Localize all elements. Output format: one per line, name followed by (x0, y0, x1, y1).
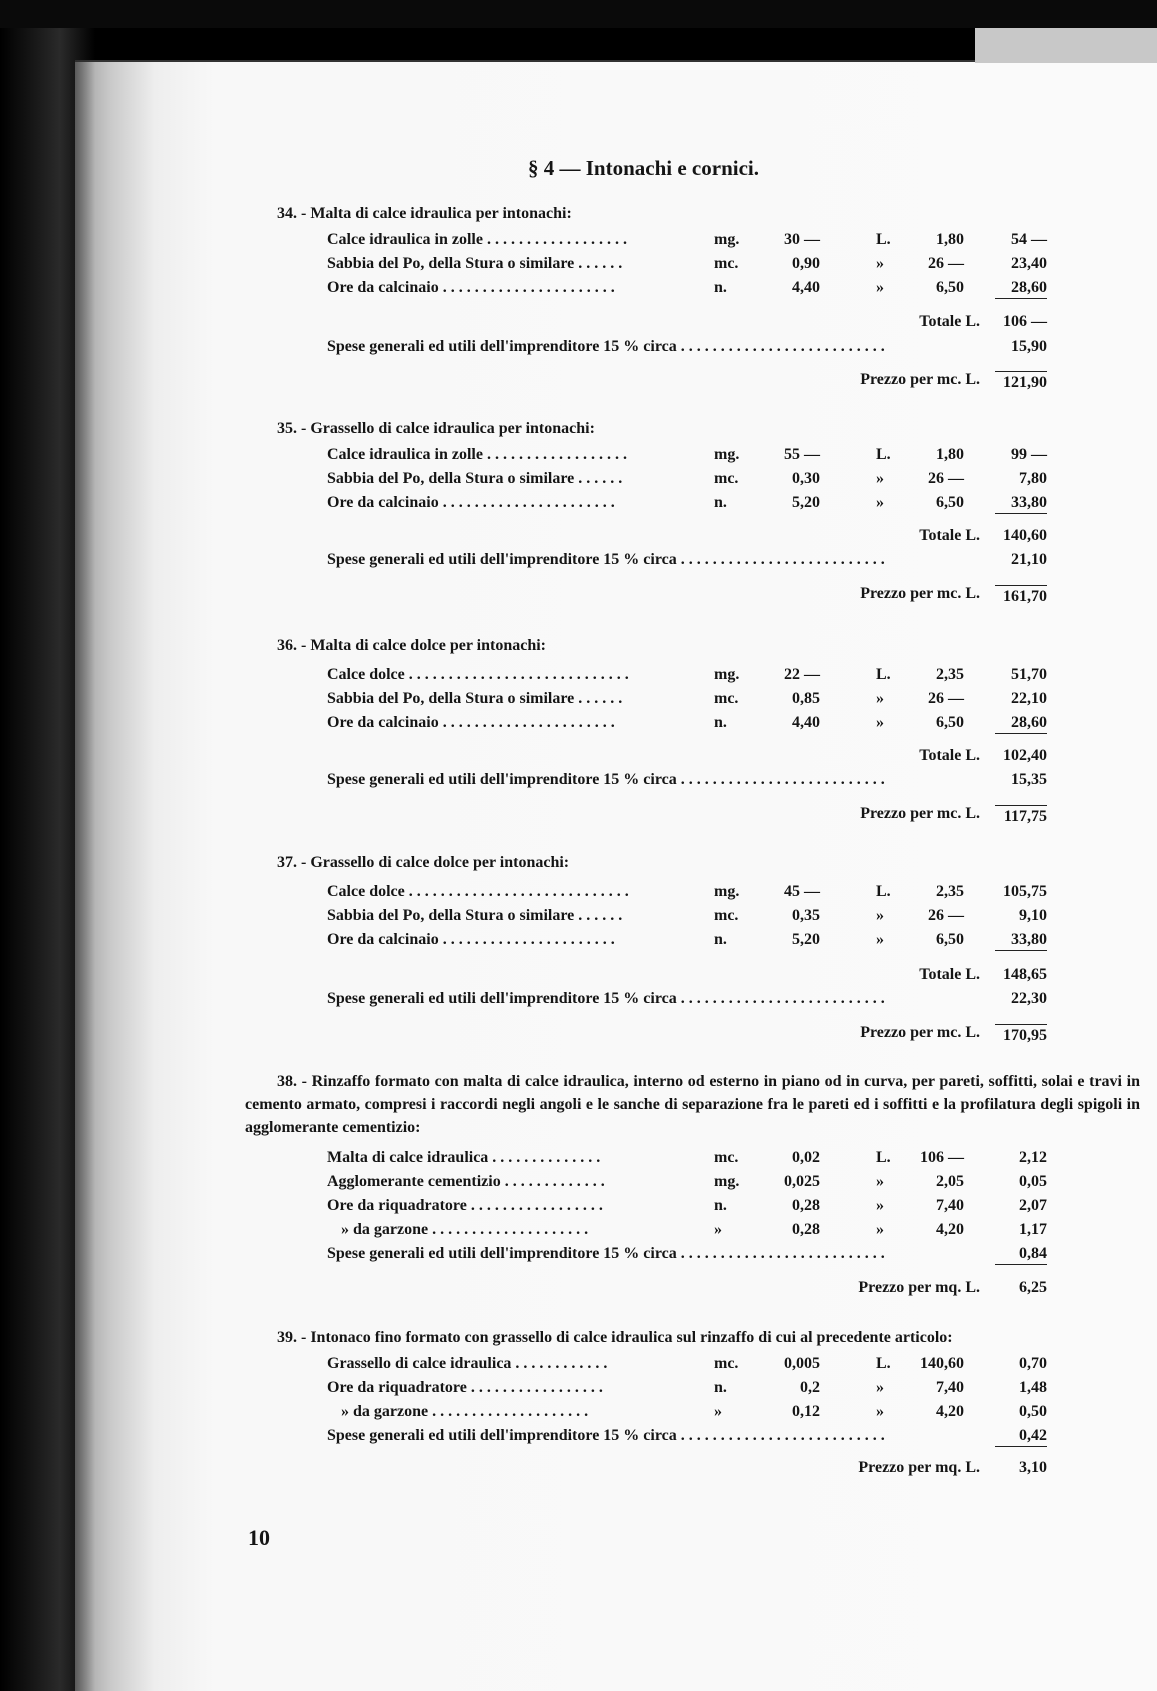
table-row: Agglomerante cementizio . . . . . . . . . . . . . mg. 0,025 » 2,05 0,05 (327, 1173, 1047, 1190)
item-title: 34. - Malta di calce idraulica per intonachi: (277, 205, 572, 222)
table-row: Ore da riquadratore . . . . . . . . . . . . . . . . . n. 0,2 » 7,40 1,48 (327, 1379, 1047, 1396)
table-row: » da garzone . . . . . . . . . . . . . . . . . . . . » 0,28 » 4,20 1,17 (341, 1221, 1047, 1238)
total-row: Totale L. 140,60 (919, 527, 1047, 544)
page-number: 10 (248, 1525, 270, 1550)
table-row: Calce dolce . . . . . . . . . . . . . . . . . . . . . . . . . . . . mg. 22 — L. 2,35 51,70 (327, 666, 1047, 683)
item-title: 37. - Grassello di calce dolce per intonachi: (277, 854, 570, 871)
scan-top-border (0, 0, 1157, 28)
section-heading: § 4 — Intonachi e cornici. (528, 156, 759, 180)
table-row: Sabbia del Po, della Stura o similare . . . . . . mc. 0,35 » 26 — 9,10 (327, 907, 1047, 924)
table-row: Sabbia del Po, della Stura o similare . . . . . . mc. 0,85 » 26 — 22,10 (327, 690, 1047, 707)
item-title: 35. - Grassello di calce idraulica per intonachi: (277, 420, 595, 437)
price-row: Prezzo per mc. L. 161,70 (860, 585, 1047, 605)
overhead-row: Spese generali ed utili dell'imprenditore 15 % circa . . . . . . . . . . . . . . . . . . . . . . . . . . 22,30 (327, 990, 1047, 1007)
total-row: Totale L. 148,65 (919, 966, 1047, 983)
price-row: Prezzo per mc. L. 170,95 (860, 1024, 1047, 1044)
table-row: Sabbia del Po, della Stura o similare . . . . . . mc. 0,30 » 26 — 7,80 (327, 470, 1047, 487)
table-row: Ore da riquadratore . . . . . . . . . . . . . . . . . n. 0,28 » 7,40 2,07 (327, 1197, 1047, 1214)
table-row: Grassello di calce idraulica . . . . . . . . . . . . mc. 0,005 L. 140,60 0,70 (327, 1355, 1047, 1372)
total-row: Totale L. 106 — (919, 313, 1047, 330)
overhead-row: Spese generali ed utili dell'imprenditore 15 % circa . . . . . . . . . . . . . . . . . . . . . . . . . . 15,90 (327, 338, 1047, 355)
scan-corner (975, 28, 1157, 63)
table-row: Calce idraulica in zolle . . . . . . . . . . . . . . . . . . mg. 30 — L. 1,80 54 — (327, 231, 1047, 248)
overhead-row: Spese generali ed utili dell'imprenditore 15 % circa . . . . . . . . . . . . . . . . . . . . . . . . . . 0,84 (0, 1245, 1157, 1267)
table-row: Ore da calcinaio . . . . . . . . . . . . . . . . . . . . . . n. 5,20 » 6,50 33,80 (0, 931, 1157, 953)
price-row: Prezzo per mq. L. 6,25 (858, 1279, 1047, 1296)
table-row: Calce idraulica in zolle . . . . . . . . . . . . . . . . . . mg. 55 — L. 1,80 99 — (327, 446, 1047, 463)
price-row: Prezzo per mc. L. 121,90 (860, 371, 1047, 391)
table-row: Ore da calcinaio . . . . . . . . . . . . . . . . . . . . . . n. 4,40 » 6,50 28,60 (0, 714, 1157, 736)
price-row: Prezzo per mq. L. 3,10 (858, 1459, 1047, 1476)
overhead-row: Spese generali ed utili dell'imprenditore 15 % circa . . . . . . . . . . . . . . . . . . . . . . . . . . 15,35 (327, 771, 1047, 788)
table-row: Calce dolce . . . . . . . . . . . . . . . . . . . . . . . . . . . . mg. 45 — L. 2,35 105,75 (327, 883, 1047, 900)
table-row: Ore da calcinaio . . . . . . . . . . . . . . . . . . . . . . n. 4,40 » 6,50 28,60 (0, 279, 1157, 301)
overhead-row: Spese generali ed utili dell'imprenditore 15 % circa . . . . . . . . . . . . . . . . . . . . . . . . . . 21,10 (327, 551, 1047, 568)
table-row: Malta di calce idraulica . . . . . . . . . . . . . . mc. 0,02 L. 106 — 2,12 (327, 1149, 1047, 1166)
item-38-description: 38. - Rinzaffo formato con malta di calce idraulica, interno od esterno in piano od in curva, per pareti, soffitti, solai e travi in cemento armato, compresi i raccordi negli angoli e le sanche di separazione fra le pareti ed i soffitti e la profilatura degli spigoli in agglomerante cementizio: (245, 1073, 1140, 1136)
total-row: Totale L. 102,40 (919, 747, 1047, 764)
overhead-row: Spese generali ed utili dell'imprenditore 15 % circa . . . . . . . . . . . . . . . . . . . . . . . . . . 0,42 (0, 1427, 1157, 1449)
price-row: Prezzo per mc. L. 117,75 (860, 805, 1047, 825)
table-row: Ore da calcinaio . . . . . . . . . . . . . . . . . . . . . . n. 5,20 » 6,50 33,80 (0, 494, 1157, 516)
table-row: Sabbia del Po, della Stura o similare . . . . . . mc. 0,90 » 26 — 23,40 (327, 255, 1047, 272)
item-title: 39. - Intonaco fino formato con grassello di calce idraulica sul rinzaffo di cui al precedente articolo: (277, 1329, 953, 1346)
item-title: 36. - Malta di calce dolce per intonachi: (277, 637, 546, 654)
table-row: » da garzone . . . . . . . . . . . . . . . . . . . . » 0,12 » 4,20 0,50 (341, 1403, 1047, 1420)
